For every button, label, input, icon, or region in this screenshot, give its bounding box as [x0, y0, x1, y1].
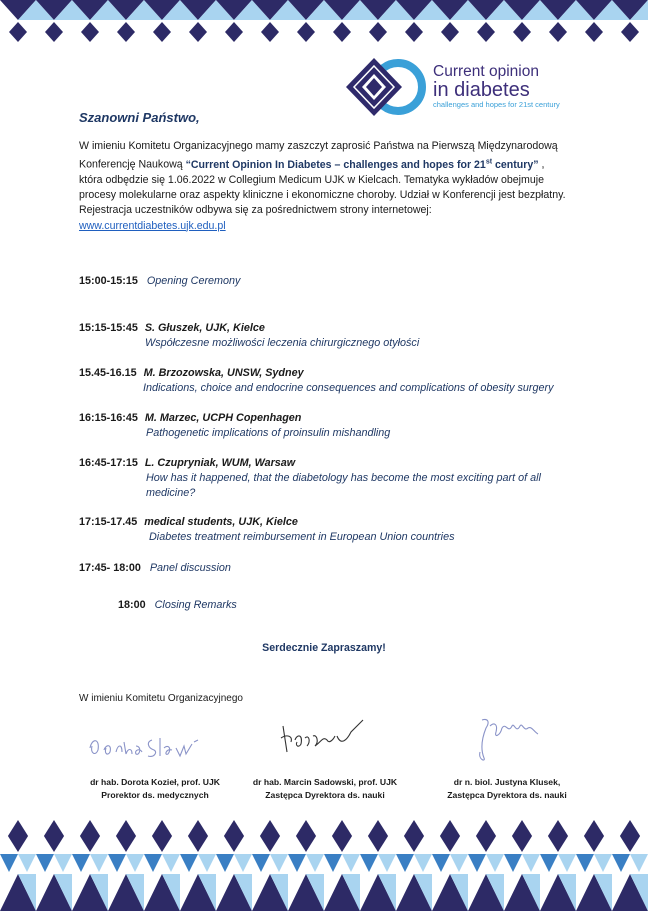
- program-title: Diabetes treatment reimbursement in European Union countries: [149, 531, 455, 543]
- program-item: [79, 321, 419, 351]
- program-title: Opening Ceremony: [146, 275, 241, 287]
- intro-text-2: , która odbędzie się 1.06.2022 w Collegium Medicum UJK w Kielcach. Tematyka wykładów obejmuje procesy molekularne oraz aspekty kliniczne i ekonomiczne choroby. Udział w Konferencji jest bezpłatny. Rejestracja uczestników odbywa się za pośrednictwem strony internetowej:: [79, 158, 566, 217]
- intro-text-1: W imieniu Komitetu Organizacyjnego mamy zaszczyt zaprosić Państwa na Pierwszą Międzynarodową Konferencję Naukową: [79, 140, 558, 171]
- program-time: 16:45-17:15: [79, 457, 138, 469]
- program-time: 17:15-17.45: [79, 516, 138, 528]
- logo-title-line2: in diabetes: [433, 79, 530, 101]
- program-time: 15:00-15:15: [79, 275, 138, 287]
- signer-role: Zastępca Dyrektora ds. nauki: [265, 790, 385, 800]
- program-time: 18:00: [118, 599, 146, 611]
- signer-role: Zastępca Dyrektora ds. nauki: [447, 790, 567, 800]
- logo-emblem-icon: [346, 56, 432, 118]
- conference-name: [186, 159, 539, 171]
- program-title: Indications, choice and endocrine consequences and complications of obesity surgery: [143, 382, 554, 394]
- signature-3-icon: [468, 712, 544, 766]
- program-title: Panel discussion: [149, 562, 231, 574]
- conference-name-end: century”: [492, 158, 539, 171]
- program-item: [79, 515, 454, 545]
- program-item: [79, 456, 556, 501]
- conference-name-main: “Current Opinion In Diabetes – challenges and hopes for 21: [185, 158, 486, 171]
- intro-paragraph: [79, 139, 569, 234]
- program-item: [79, 561, 231, 576]
- program-item: [79, 366, 554, 396]
- program-speaker: M. Marzec, UCPH Copenhagen: [144, 412, 302, 424]
- program-title: Współczesne możliwości leczenia chirurgicznego otyłości: [145, 337, 420, 349]
- on-behalf-label: W imieniu Komitetu Organizacyjnego: [79, 693, 243, 704]
- program-speaker: medical students, UJK, Kielce: [144, 516, 298, 528]
- bottom-pattern-border: [0, 818, 648, 911]
- greeting: Szanowni Państwo,: [79, 110, 200, 125]
- logo-title-line1: Current opinion: [433, 63, 539, 80]
- program-item: [79, 274, 240, 289]
- program-time: 17:45- 18:00: [79, 562, 141, 574]
- conference-website-link[interactable]: www.currentdiabetes.ujk.edu.pl: [79, 219, 226, 232]
- conference-name-sup: st: [485, 158, 493, 166]
- program-time: 15.45-16.15: [79, 367, 137, 379]
- logo-tagline: challenges and hopes for 21st century: [433, 100, 560, 109]
- signer-3: [392, 776, 622, 802]
- closing-invitation: Serdecznie Zapraszamy!: [262, 642, 386, 654]
- program-time: 16:15-16:45: [79, 412, 138, 424]
- program-speaker: S. Głuszek, UJK, Kielce: [144, 322, 265, 334]
- signer-name: dr hab. Dorota Kozieł, prof. UJK: [90, 777, 220, 787]
- signature-2-icon: [277, 716, 369, 758]
- program-item: [79, 411, 390, 441]
- top-pattern-border: [0, 0, 648, 42]
- signer-name: dr hab. Marcin Sadowski, prof. UJK: [252, 777, 398, 787]
- program-title: How has it happened, that the diabetology has become the most exciting part of all medicine?: [146, 472, 541, 499]
- signer-role: Prorektor ds. medycznych: [101, 790, 209, 800]
- program-speaker: M. Brzozowska, UNSW, Sydney: [143, 367, 304, 379]
- program-item: [118, 598, 237, 613]
- program-time: 15:15-15:45: [79, 322, 138, 334]
- program-title: Pathogenetic implications of proinsulin mishandling: [146, 427, 391, 439]
- program-title: Closing Remarks: [154, 599, 237, 611]
- signer-name: dr n. biol. Justyna Klusek,: [453, 777, 561, 787]
- signature-1-icon: [86, 730, 206, 764]
- program-speaker: L. Czupryniak, WUM, Warsaw: [144, 457, 296, 469]
- conference-logo: [346, 56, 576, 118]
